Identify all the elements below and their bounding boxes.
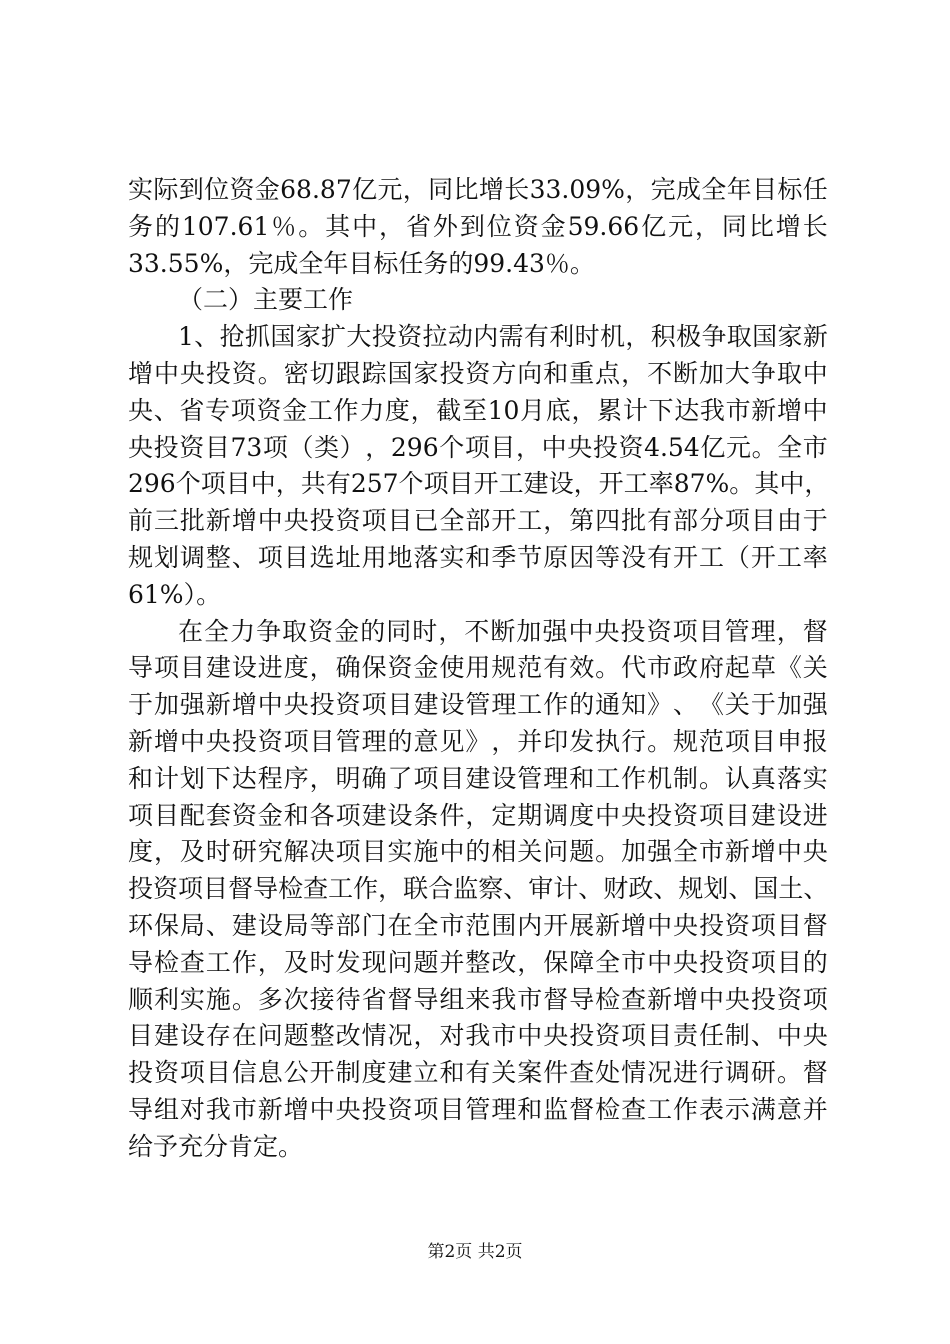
text-line: 央 、 省 专 项 资 金 工 作 力 度 ， 截 至 10 月 底 ， 累 计 下 达 我 市 新 增 中: [128, 395, 828, 425]
text-line: 投 资 项 目 信 息 公 开 制 度 建 立 和 有 关 案 件 查 处 情 况 进 行 调 研 。 督: [128, 1058, 828, 1088]
text-line: 1 、 抢 抓 国 家 扩 大 投 资 拉 动 内 需 有 利 时 机 ， 积 极 争 取 国 家 新: [178, 322, 828, 352]
text-line: 顺 利 实 施 。 多 次 接 待 省 督 导 组 来 我 市 督 导 检 查 新 增 中 央 投 资 项: [128, 984, 828, 1014]
text-line: 前 三 批 新 增 中 央 投 资 项 目 已 全 部 开 工 ， 第 四 批 有 部 分 项 目 由 于: [128, 506, 828, 536]
text-line: 规 划 调 整 、 项 目 选 址 用 地 落 实 和 季 节 原 因 等 没 有 开 工 （ 开 工 率: [128, 542, 828, 572]
text-line: 央 投 资 目 73 项 （ 类 ） ， 296 个 项 目 ， 中 央 投 资 4.54 亿 元 。 全 市: [128, 432, 828, 462]
section-heading: （二）主要工作: [178, 285, 354, 315]
document-body: [128, 172, 828, 1166]
page-number-footer: 第2页 共2页: [427, 1242, 523, 1262]
text-line: 给予充分肯定。: [128, 1131, 304, 1161]
text-line: 实 际 到 位 资 金 68.87 亿 元 ， 同 比 增 长 33.09% ， 完 成 全 年 目 标 任: [128, 175, 828, 204]
text-line: 新 增 中 央 投 资 项 目 管 理 的 意 见 》 ， 并 印 发 执 行 。 规 范 项 目 申 报: [128, 726, 828, 756]
text-line: 导 项 目 建 设 进 度 ， 确 保 资 金 使 用 规 范 有 效 。 代 市 政 府 起 草 《 关: [128, 653, 828, 683]
text-line: 于 加 强 新 增 中 央 投 资 项 目 建 设 管 理 工 作 的 通 知 》 、 《 关 于 加 强: [128, 690, 828, 720]
text-line: 环 保 局 、 建 设 局 等 部 门 在 全 市 范 围 内 开 展 新 增 中 央 投 资 项 目 督: [128, 910, 828, 940]
text-line: 目 建 设 存 在 问 题 整 改 情 况 ， 对 我 市 中 央 投 资 项 目 责 任 制 、 中 央: [128, 1021, 828, 1051]
text-line: 导 检 查 工 作 ， 及 时 发 现 问 题 并 整 改 ， 保 障 全 市 中 央 投 资 项 目 的: [128, 947, 828, 977]
text-line: 务 的 107.61 ％ 。 其 中 ， 省 外 到 位 资 金 59.66 亿 元 ， 同 比 增 长: [128, 211, 828, 241]
text-line: 投 资 项 目 督 导 检 查 工 作 ， 联 合 监 察 、 审 计 、 财 政 、 规 划 、 国 土 、: [128, 874, 829, 904]
text-line: 项 目 配 套 资 金 和 各 项 建 设 条 件 ， 定 期 调 度 中 央 投 资 项 目 建 设 进: [128, 800, 828, 830]
text-line: 和 计 划 下 达 程 序 ， 明 确 了 项 目 建 设 管 理 和 工 作 机 制 。 认 真 落 实: [128, 763, 828, 793]
text-line: 61%）。: [128, 579, 222, 609]
text-line: 导 组 对 我 市 新 增 中 央 投 资 项 目 管 理 和 监 督 检 查 工 作 表 示 满 意 并: [128, 1094, 828, 1124]
text-line: 在 全 力 争 取 资 金 的 同 时 ， 不 断 加 强 中 央 投 资 项 目 管 理 ， 督: [178, 616, 828, 646]
text-line: 296 个 项 目 中 ， 共 有 257 个 项 目 开 工 建 设 ， 开 工 率 87% 。 其 中 ，: [128, 469, 830, 499]
text-line: 度 ， 及 时 研 究 解 决 项 目 实 施 中 的 相 关 问 题 。 加 强 全 市 新 增 中 央: [128, 837, 828, 867]
text-line: 33.55%，完成全年目标任务的99.43％。: [128, 248, 595, 278]
text-line: 增 中 央 投 资 。 密 切 跟 踪 国 家 投 资 方 向 和 重 点 ， 不 断 加 大 争 取 中: [128, 358, 828, 388]
